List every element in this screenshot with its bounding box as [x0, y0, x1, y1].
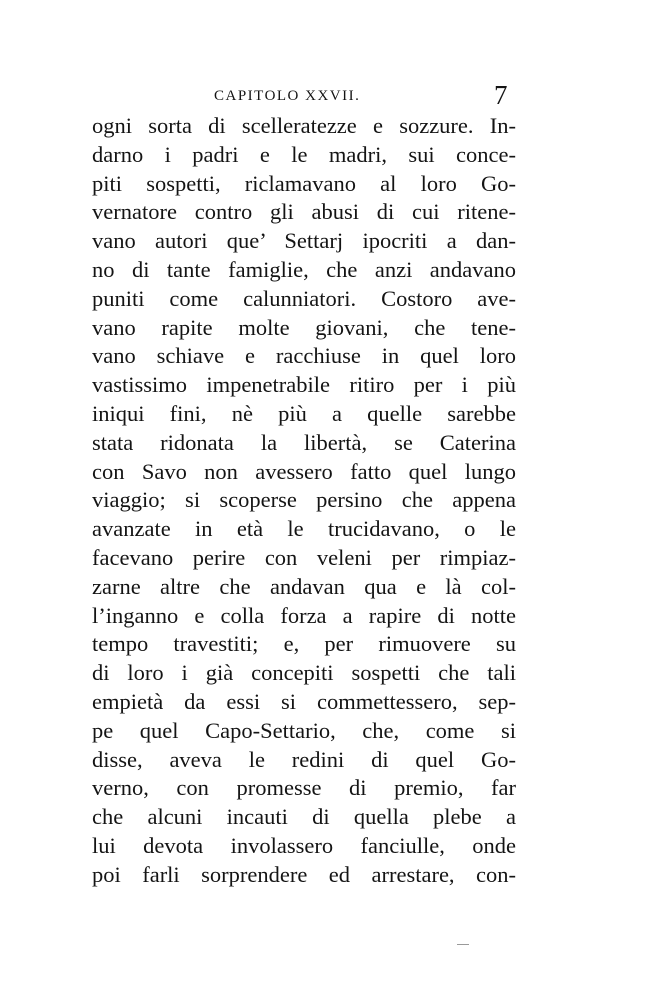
- body-text: [92, 112, 516, 890]
- text-line: vano schiave e racchiuse in quel loro: [92, 343, 516, 369]
- text-line: zarne altre che andavan qua e là col-: [92, 573, 516, 599]
- text-line: lui devota involassero fanciulle, onde: [92, 832, 516, 858]
- text-line: ogni sorta di scelleratezze e sozzure. In-: [92, 113, 516, 138]
- text-line: empietà da essi si commettessero, sep-: [92, 688, 516, 714]
- text-line: con Savo non avessero fatto quel lungo: [92, 458, 516, 484]
- text-line: iniqui fini, nè più a quelle sarebbe: [92, 400, 516, 426]
- text-line: no di tante famiglie, che anzi andavano: [92, 256, 516, 282]
- text-line: pe quel Capo-Settario, che, come si: [92, 717, 516, 743]
- text-line: vernatore contro gli abusi di cui ritene-: [92, 199, 516, 225]
- text-line: viaggio; si scoperse persino che appena: [92, 487, 516, 513]
- text-line: vano autori que’ Settarj ipocriti a dan-: [92, 228, 516, 254]
- text-line: di loro i già concepiti sospetti che tali: [92, 660, 516, 686]
- text-line: disse, aveva le redini di quel Go-: [92, 746, 516, 772]
- text-line: poi farli sorprendere ed arrestare, con-: [92, 861, 516, 887]
- text-line: tempo travestiti; e, per rimuovere su: [92, 631, 516, 657]
- chapter-title: CAPITOLO XXVII.: [214, 88, 361, 104]
- text-line: stata ridonata la libertà, se Caterina: [92, 429, 516, 455]
- text-line: avanzate in età le trucidavano, o le: [92, 516, 516, 542]
- text-line: darno i padri e le madri, sui conce-: [92, 141, 516, 167]
- text-line: piti sospetti, riclamavano al loro Go-: [92, 170, 516, 196]
- text-line: che alcuni incauti di quella plebe a: [92, 804, 516, 830]
- page-number: 7: [494, 80, 508, 110]
- text-line: verno, con promesse di premio, far: [92, 775, 516, 801]
- text-line: vano rapite molte giovani, che tene-: [92, 314, 516, 340]
- text-line: facevano perire con veleni per rimpiaz-: [92, 544, 516, 570]
- text-line: l’inganno e colla forza a rapire di notte: [92, 602, 516, 628]
- text-line: vastissimo impenetrabile ritiro per i più: [92, 372, 516, 398]
- text-line: puniti come calunniatori. Costoro ave-: [92, 285, 516, 311]
- running-head: [0, 80, 651, 110]
- printer-mark: [457, 944, 469, 945]
